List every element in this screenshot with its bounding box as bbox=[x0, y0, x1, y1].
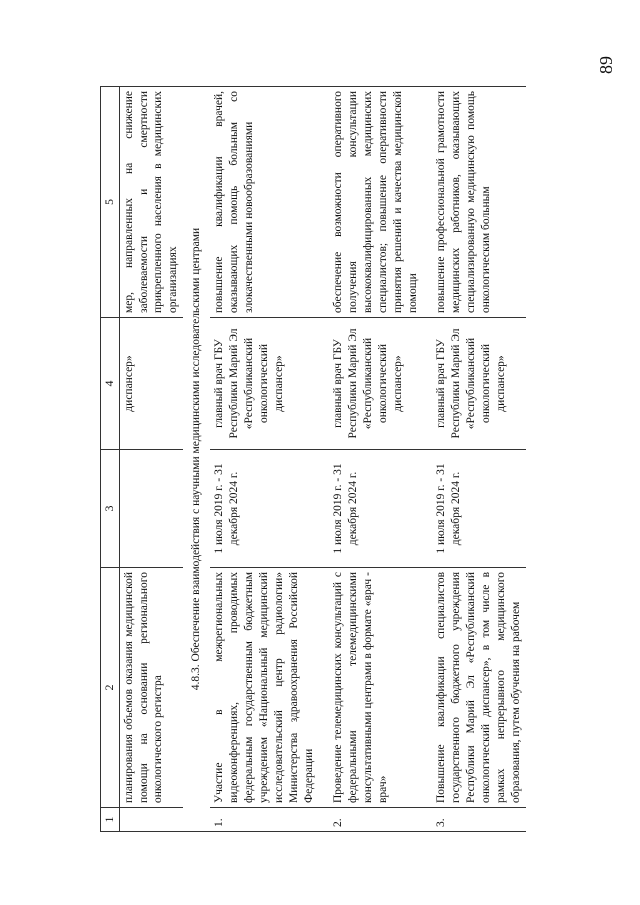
measure-result: обеспечение возможности оперативного получения консультации высококвалифицированных медицинских специалистов; повышение оперативности принятия решений и качества медицинской помощи bbox=[329, 87, 423, 318]
table-header-row bbox=[101, 87, 120, 832]
row-number: 2. bbox=[329, 808, 423, 832]
header-col-3: 3 bbox=[101, 450, 120, 568]
measure-result: повышение профессиональной грамотности медицинских работников, оказывающих специализированную медицинскую помощь онкологическим больным bbox=[432, 87, 526, 318]
measure-responsible: главный врач ГБУ Республики Марий Эл «Республиканский онкологический диспансер» bbox=[432, 318, 526, 450]
page-number: 89 bbox=[596, 56, 616, 74]
measure-description: Участие в межрегиональных видеоконференциях, проводимых федеральным государственным бюджетным учреждением «Национальный медицинский исследовательский центр радиологии» Министерства здравоохранения Российской Федерации bbox=[210, 568, 319, 808]
row-number: 3. bbox=[432, 808, 526, 832]
table-row bbox=[432, 87, 526, 832]
table-row bbox=[210, 87, 319, 832]
rotated-table-page bbox=[100, 87, 523, 832]
measure-result: повышение квалификации врачей, оказывающих помощь больным со злокачественными новообразованиями bbox=[210, 87, 319, 318]
section-title: 4.8.3. Обеспечение взаимодействия с научными медицинскими исследовательскими центрами bbox=[183, 87, 210, 832]
continuation-col-4: диспансер» bbox=[119, 318, 183, 450]
measure-period: 1 июля 2019 г. - 31 декабря 2024 г. bbox=[432, 450, 526, 568]
row-number: 1. bbox=[210, 808, 319, 832]
measure-period: 1 июля 2019 г. - 31 декабря 2024 г. bbox=[329, 450, 423, 568]
measure-description: Повышение квалификации специалистов государственного бюджетного учреждения Республики Марий Эл «Республиканский онкологический диспансер», в том числе в рамках непрерывного медицинского образования, путем обучения на рабочем bbox=[432, 568, 526, 808]
header-col-4: 4 bbox=[101, 318, 120, 450]
measure-responsible: главный врач ГБУ Республики Марий Эл «Республиканский онкологический диспансер» bbox=[329, 318, 423, 450]
header-col-5: 5 bbox=[101, 87, 120, 318]
table-row-continuation bbox=[119, 87, 183, 832]
continuation-col-5: мер, направленных на снижение заболеваемости и смертности прикрепленного населения в медицинских организациях bbox=[119, 87, 183, 318]
measure-period: 1 июля 2019 г. - 31 декабря 2024 г. bbox=[210, 450, 319, 568]
measure-description: Проведение телемедицинских консультаций с федеральными телемедицинскими консультативными центрами в формате «врач - врач» bbox=[329, 568, 423, 808]
header-col-2: 2 bbox=[101, 568, 120, 808]
table-row bbox=[329, 87, 423, 832]
measure-responsible: главный врач ГБУ Республики Марий Эл «Республиканский онкологический диспансер» bbox=[210, 318, 319, 450]
header-col-1: 1 bbox=[101, 808, 120, 832]
measures-table bbox=[100, 86, 526, 832]
continuation-col-2: планирования объемов оказания медицинской помощи на основании регионального онкологического регистра bbox=[119, 568, 183, 808]
section-title-row bbox=[183, 87, 210, 832]
continuation-col-3 bbox=[119, 450, 183, 568]
